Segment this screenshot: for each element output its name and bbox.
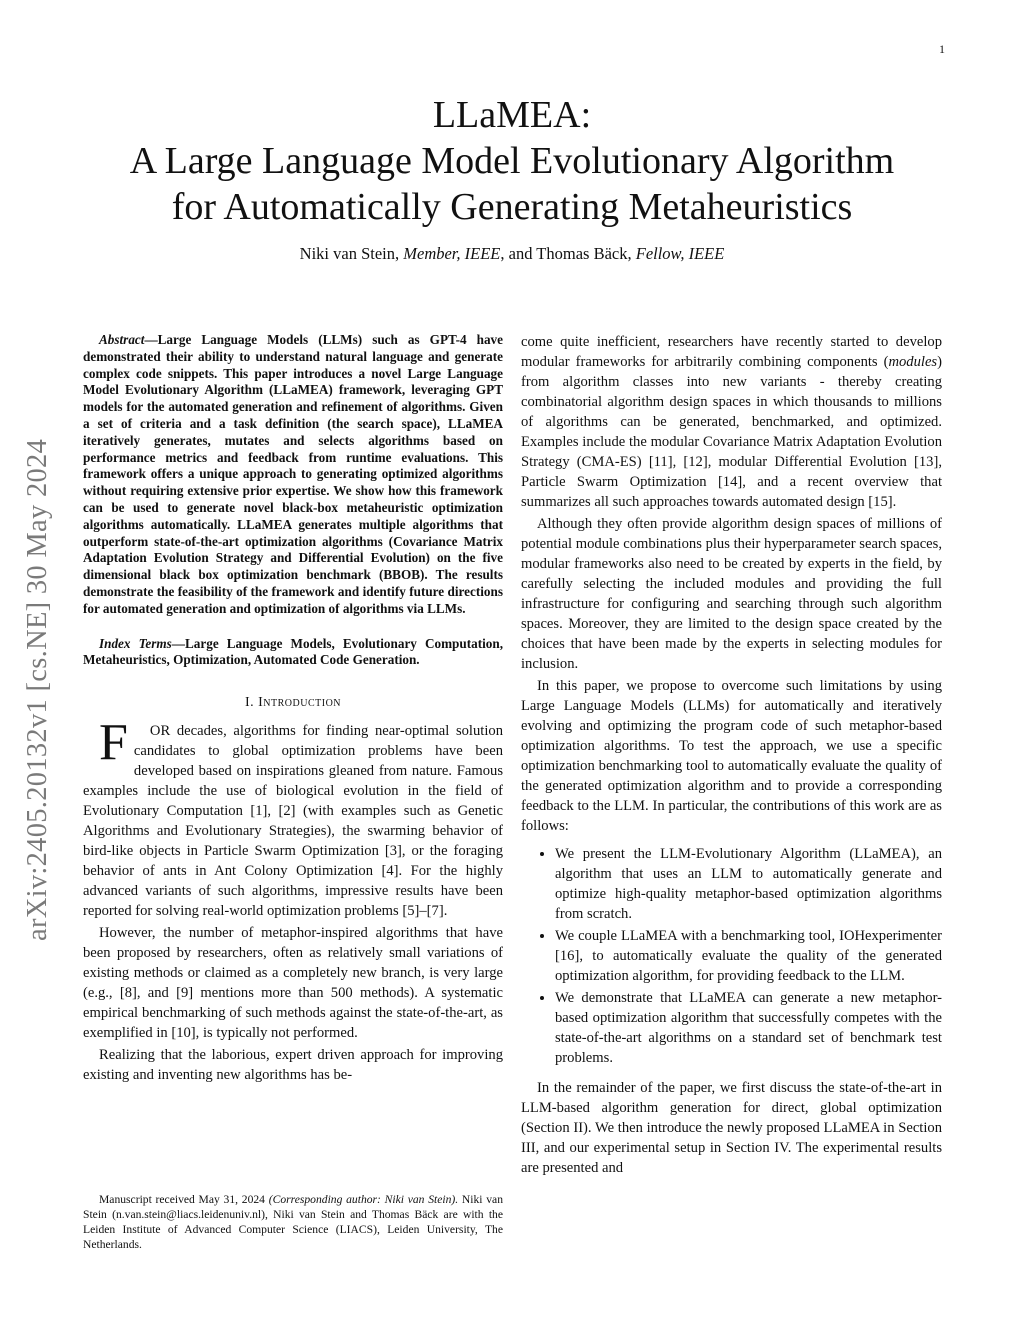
intro-paragraph-1-text: decades, algorithms for finding near-optimal solution candidates to global optimization problems have been developed based on inspirations gleaned from nature. Famous examples include the use of biological evolution in the field of Evolutionary Computation [1], [2] (with examples such as Genetic Algorithms and Evolutionary Strategies), the swarming behavior of bird-like objects in Particle Swarm Optimization [3], or the foraging behavior of ants in Ant Colony Optimization [4]. For the highly advanced variants of such algorithms, impressive results have been reported for solving real-world optimization problems [5]–[7]. xyxy=(83,723,503,920)
footnote xyxy=(83,1192,503,1252)
abstract-label: Abstract xyxy=(99,332,145,347)
intro-caps: OR xyxy=(149,723,171,740)
contributions-list xyxy=(521,844,942,1068)
right-p1-italic: modules xyxy=(888,354,938,370)
list-item: • We present the LLM-Evolutionary Algorithm (LLaMEA), an algorithm that uses an LLM to automatically generate and optimize high-quality metaphor-based optimization algorithms from scratch. xyxy=(555,844,942,924)
drop-cap: F xyxy=(99,714,128,772)
author-1-name: Niki van Stein, xyxy=(299,244,404,263)
title-line-2: A Large Language Model Evolutionary Algorithm xyxy=(129,140,895,182)
footnote-italic: (Corresponding author: Niki van Stein). xyxy=(268,1193,459,1206)
index-terms-text: Large Language Models, Evolutionary Computation, Metaheuristics, Optimization, Automated Code Generation. xyxy=(83,635,503,668)
section-title: Introduction xyxy=(258,695,342,711)
title-line-1: LLaMEA: xyxy=(432,94,592,136)
right-paragraph-4: In the remainder of the paper, we first discuss the state-of-the-art in LLM-based algorithm generation for direct, global optimization (Section II). We then introduce the newly proposed LLaMEA in Section III, and our experimental setup in Section IV. The experimental results are presented and xyxy=(521,1080,942,1176)
intro-paragraph-3: Realizing that the laborious, expert driven approach for improving existing and inventing new algorithms has be- xyxy=(83,1047,503,1084)
left-column xyxy=(83,332,503,1087)
list-item: • We demonstrate that LLaMEA can generate a new metaphor-based optimization algorithm that successfully competes with the state-of-the-art algorithms on a standard set of benchmark test problems. xyxy=(555,988,942,1068)
list-item: • We couple LLaMEA with a benchmarking tool, IOHexperimenter [16], to automatically evaluate the quality of the generated optimization algorithm, for providing feedback to the LLM. xyxy=(555,926,942,986)
abstract-text: Large Language Models (LLMs) such as GPT-4 have demonstrated their ability to understand natural language and generate complex code snippets. This paper introduces a novel Large Language Model Evolutionary Algorithm (LLaMEA) framework, leveraging GPT models for the automated generation and refinement of algorithms. Given a set of criteria and a task definition (the search space), LLaMEA iteratively generates, mutates and selects algorithms based on performance metrics and feedback from runtime evaluations. This framework offers a unique approach to generating optimized algorithms without requiring extensive prior expertise. We show how this framework can be used to generate novel black-box metaheuristic optimization algorithms automatically. LLaMEA generates multiple algorithms that outperform state-of-the-art optimization algorithms (Covariance Matrix Adaptation Evolution Strategy and Differential Evolution) on the five dimensional black box optimization benchmark (BBOB). The results demonstrate the feasibility of the framework and identify future directions for automated generation and optimization of algorithms via LLMs. xyxy=(83,332,503,616)
paper-title xyxy=(60,92,964,230)
author-2-role: Fellow, IEEE xyxy=(635,244,725,263)
right-paragraph-1 xyxy=(521,332,942,512)
author-connector: , and Thomas Bäck, xyxy=(500,244,636,263)
abstract xyxy=(83,332,503,618)
arxiv-stamp: arXiv:2405.20132v1 [cs.NE] 30 May 2024 xyxy=(22,438,53,941)
right-paragraph-2: Although they often provide algorithm design spaces of millions of potential module combinations plus their hyperparameter search spaces, modular frameworks also need to be created by experts in the field, by carefully selecting the included modules and providing the full infrastructure for configuring and searching through such algorithm spaces. Moreover, they are limited to the design space created by the choices that have been made by the experts in selecting modules for inclusion. xyxy=(521,516,942,672)
right-p1-a: come quite inefficient, researchers have recently started to develop modular frameworks for arbitrarily combining components ( xyxy=(521,334,942,370)
footnote-b: Niki van Stein (n.van.stein@liacs.leidenuniv.nl), Niki van Stein and Thomas Bäck are with the Leiden Institute of Advanced Computer Science (LIACS), Leiden University, The Netherlands. xyxy=(83,1193,503,1251)
page-number: 1 xyxy=(939,42,945,56)
section-numeral: I. xyxy=(244,695,259,711)
right-column xyxy=(521,332,942,1180)
author-1-role: Member, IEEE xyxy=(403,244,501,263)
index-terms-label: Index Terms xyxy=(99,635,172,651)
right-p1-b: ) from algorithm classes into new variants - thereby creating combinatorial algorithm design spaces in which thousands to millions of algorithms can be generated, benchmarked, and optimized. Examples include the modular Covariance Matrix Adaptation Evolution Strategy (CMA-ES) [11], [12], modular Differential Evolution [13], Particle Swarm Optimization [14], and a recent overview that summarizes all such approaches towards automated design [15]. xyxy=(521,354,942,510)
section-heading-introduction xyxy=(83,695,503,711)
index-terms xyxy=(83,636,503,670)
right-paragraph-3: In this paper, we propose to overcome such limitations by using Large Language Models (LLMs) for automatically and iteratively evolving and optimizing the program code of such metaphor-based optimization algorithms. To test the approach, we use a specific optimization benchmarking tool to automatically evaluate the quality of the generated optimization algorithm and to provide a corresponding feedback to the LLM. In particular, the contributions of this work are as follows: xyxy=(521,678,942,834)
author-line xyxy=(60,244,964,264)
index-terms-dash: — xyxy=(171,635,185,651)
abstract-dash: — xyxy=(144,332,158,347)
title-line-3: for Automatically Generating Metaheuristics xyxy=(171,186,853,228)
intro-paragraph-1 xyxy=(83,714,503,921)
footnote-a: Manuscript received May 31, 2024 xyxy=(99,1193,269,1206)
intro-paragraph-2: However, the number of metaphor-inspired algorithms that have been proposed by researchers, often as relatively small variations of existing methods or claimed as a completely new branch, is very large (e.g., [8], and [9] mentions more than 500 methods). A systematic empirical benchmarking of such methods against the state-of-the-art, as exemplified in [10], is typically not performed. xyxy=(83,925,503,1042)
